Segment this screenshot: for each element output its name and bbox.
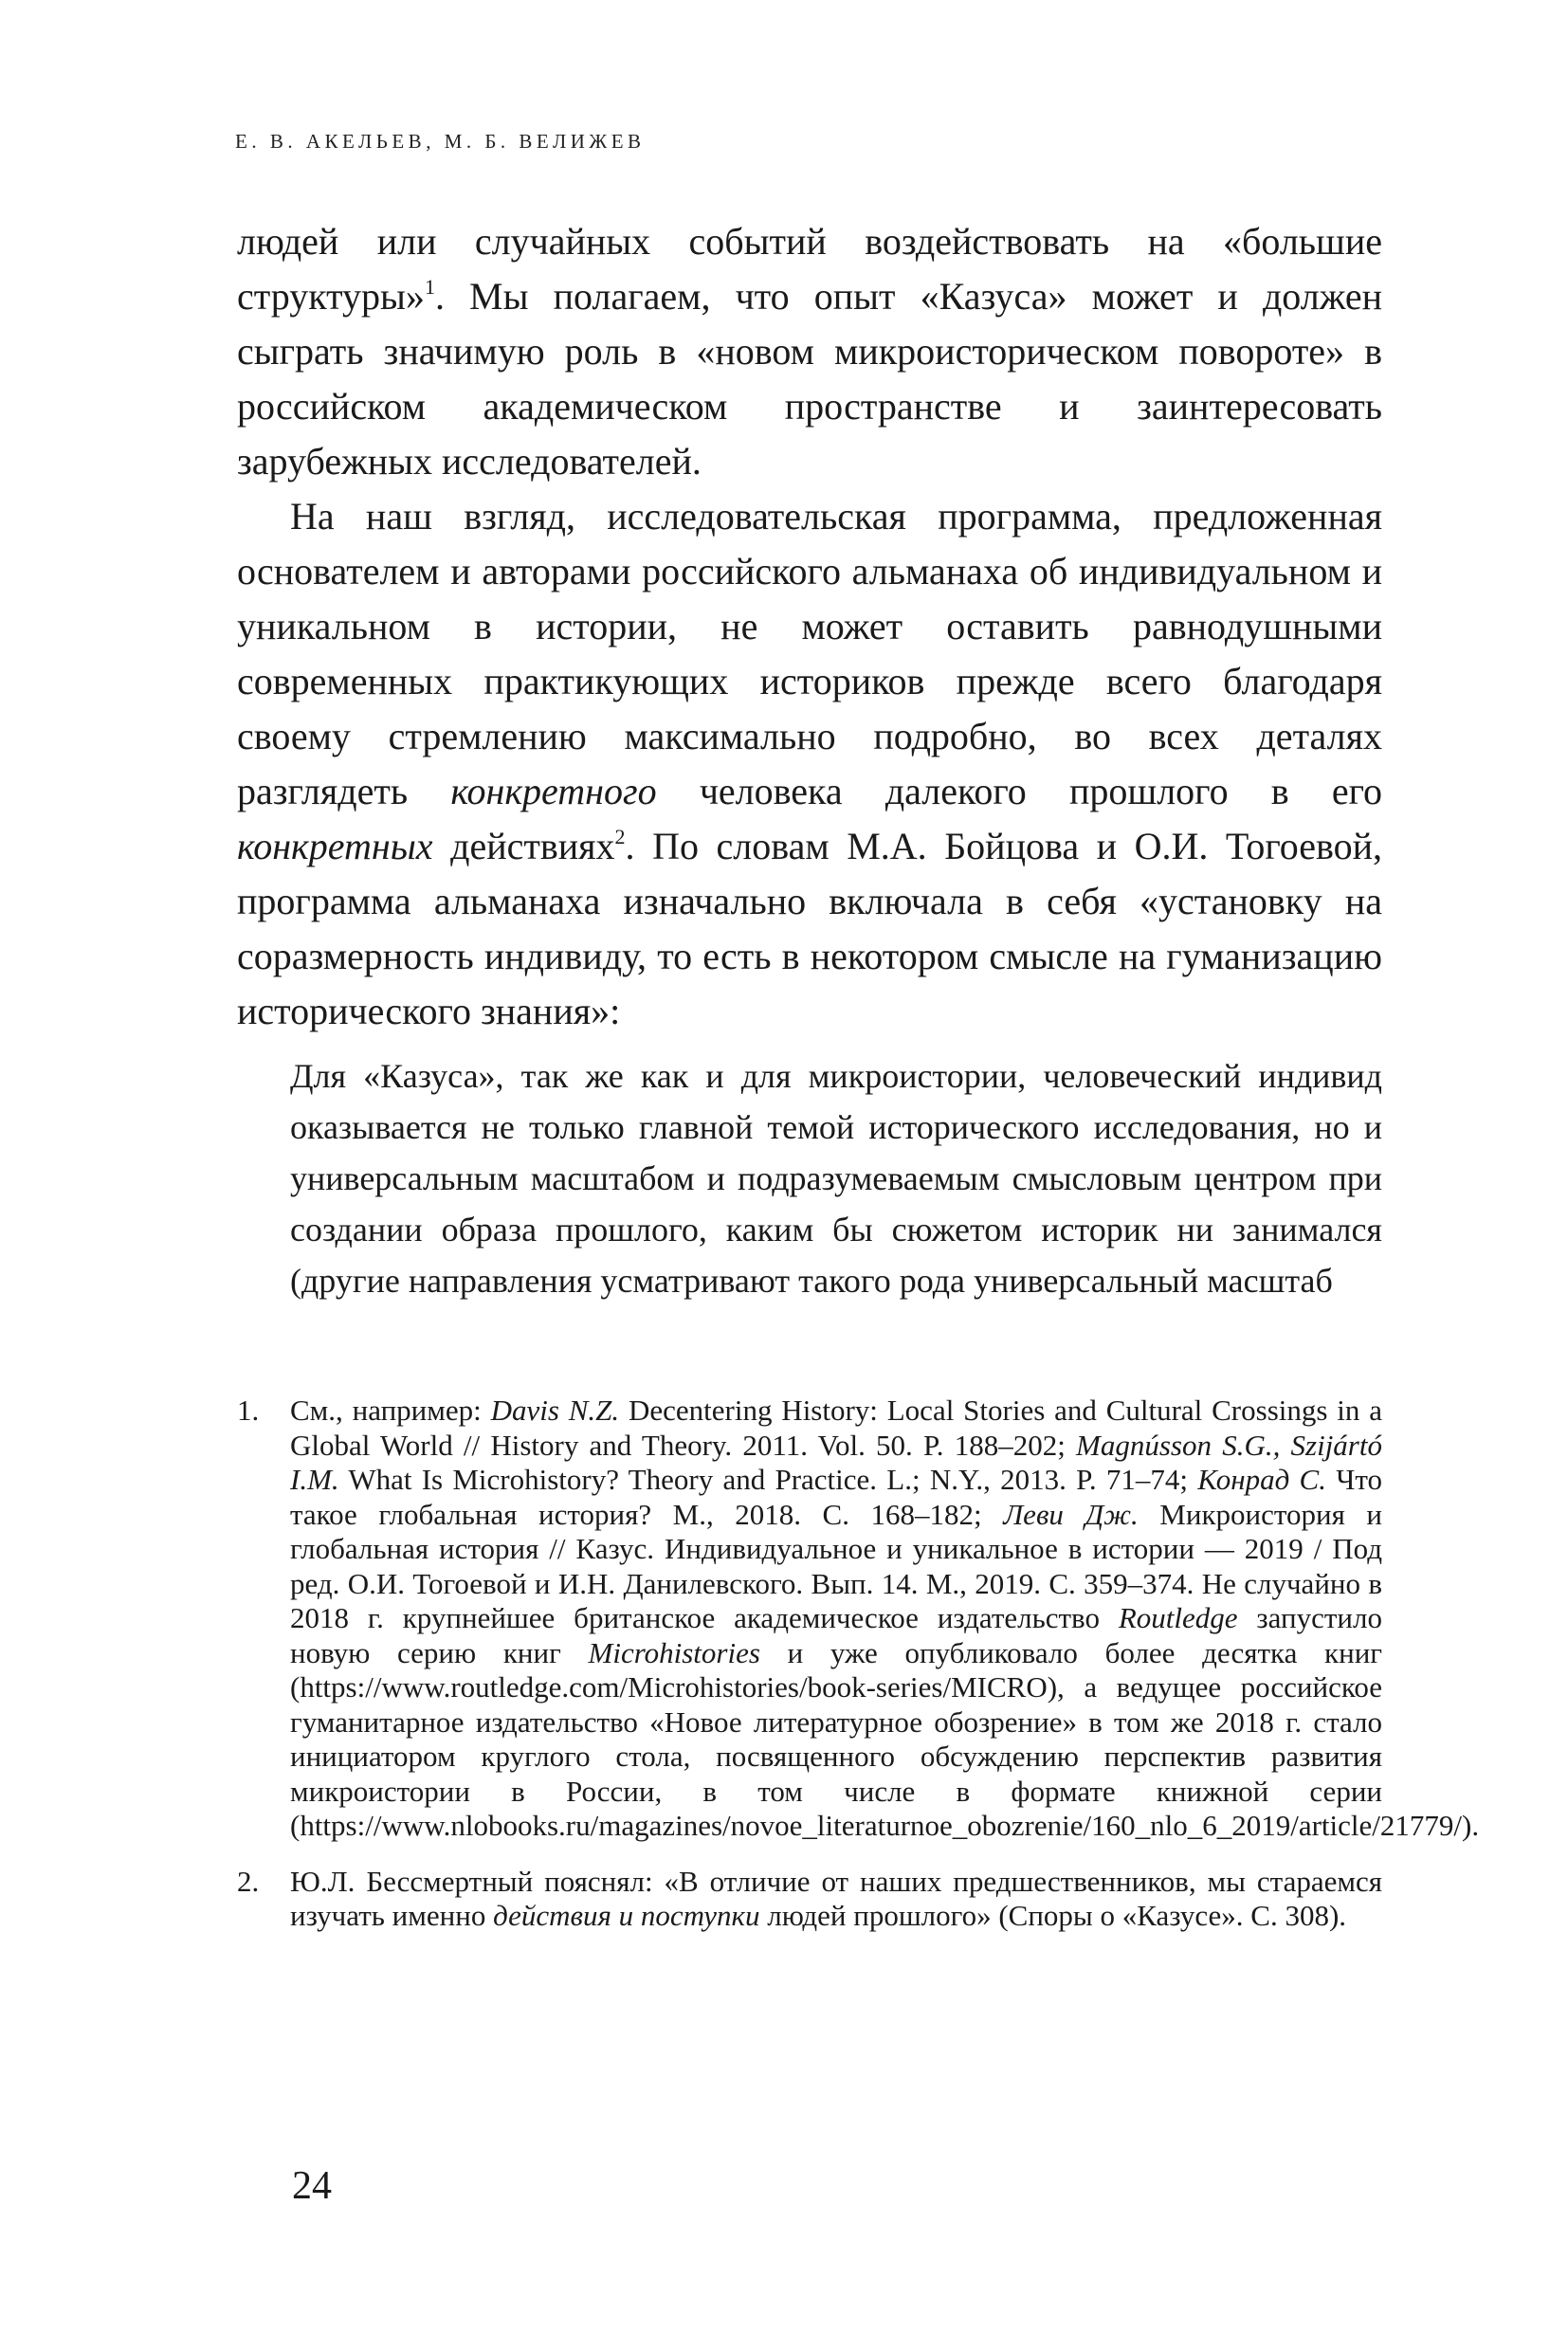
paragraph: На наш взгляд, исследовательская программа, предложенная основателем и авторами российского альманаха об индивидуальном и уникальном в истории, не может оставить равнодушными современных практикующих историков прежде всего благодаря своему стремлению максимально подробно, во всех деталях разглядеть конкретного человека далекого прошлого в его конкретных действиях$^2$. По словам М.А. Бойцова и О.И. Тогоевой, программа альманаха изначально включала в себя «установку на соразмерность индивиду, то есть в некотором смысле на гуманизацию исторического знания»:	[237, 495, 1382, 1032]
running-head: Е. В. АКЕЛЬЕВ, М. Б. ВЕЛИЖЕВ	[235, 130, 646, 153]
quote-text: Для «Казуса», так же как и для микроистории, человеческий индивид оказывается не только главной темой исторического исследования, но и универсальным масштабом и подразумеваемым смысловым центром при создании образа прошлого, каким бы сюжетом историк ни занимался (другие направления усматривают такого рода универсальный масштаб	[290, 1057, 1382, 1300]
footnote-ref[interactable]: 1	[424, 275, 435, 299]
footnotes	[237, 1394, 1480, 1955]
footnote: 2. Ю.Л. Бессмертный пояснял: «В отличие от наших предшественников, мы стараемся изучать именно действия и поступки людей прошлого» (Споры о «Казусе». С. 308).	[237, 1864, 1382, 1932]
page-number: 24	[292, 2164, 332, 2208]
footnote-number: 2.	[237, 1864, 260, 1898]
footnote: 1. См., например: Davis N.Z. Decentering History: Local Stories and Cultural Crossings in a Global World // History and Theory. 2011. Vol. 50. P. 188–202; Magnússon S.G., Szijártó I.M. What Is Microhistory? Theory and Practice. L.; N.Y., 2013. P. 71–74; Конрад С. Что такое глобальная история? М., 2018. С. 168–182; Леви Дж. Микроистория и глобальная история // Казус. Индивидуальное и уникальное в истории — 2019 / Под ред. О.И. Тогоевой и И.Н. Данилевского. Вып. 14. М., 2019. С. 359–374. Не случайно в 2018 г. крупнейшее британское академическое издательство Routledge запустило новую серию книг Microhistories и уже опубликовало более десятка книг (https://www.routledge.com/Microhistories/book-series/MICRO), а ведущее российское гуманитарное издательство «Новое литературное обозрение» в том же 2018 г. стало инициатором круглого стола, посвященного обсуждению перспектив развития микроистории в России, в том числе в формате книжной серии (https://www.nlobooks.ru/magazines/novoe_literaturnoe_obozrenie/160_nlo_6_2019/article/21779/).	[237, 1394, 1480, 1842]
emphasis: конкретного	[450, 770, 657, 812]
main-text	[237, 214, 1382, 1039]
footnote-number: 1.	[237, 1394, 260, 1427]
paragraph: людей или случайных событий воздействовать на «большие структуры»$^1$. Мы полагаем, что опыт «Казуса» может и должен сыграть значимую роль в «новом микроисторическом повороте» в российском академическом пространстве и заинтересовать зарубежных исследователей.	[237, 220, 1382, 483]
emphasis: конкретных	[237, 825, 433, 867]
block-quote	[290, 1050, 1382, 1306]
footnote-ref[interactable]: 2	[614, 825, 626, 848]
